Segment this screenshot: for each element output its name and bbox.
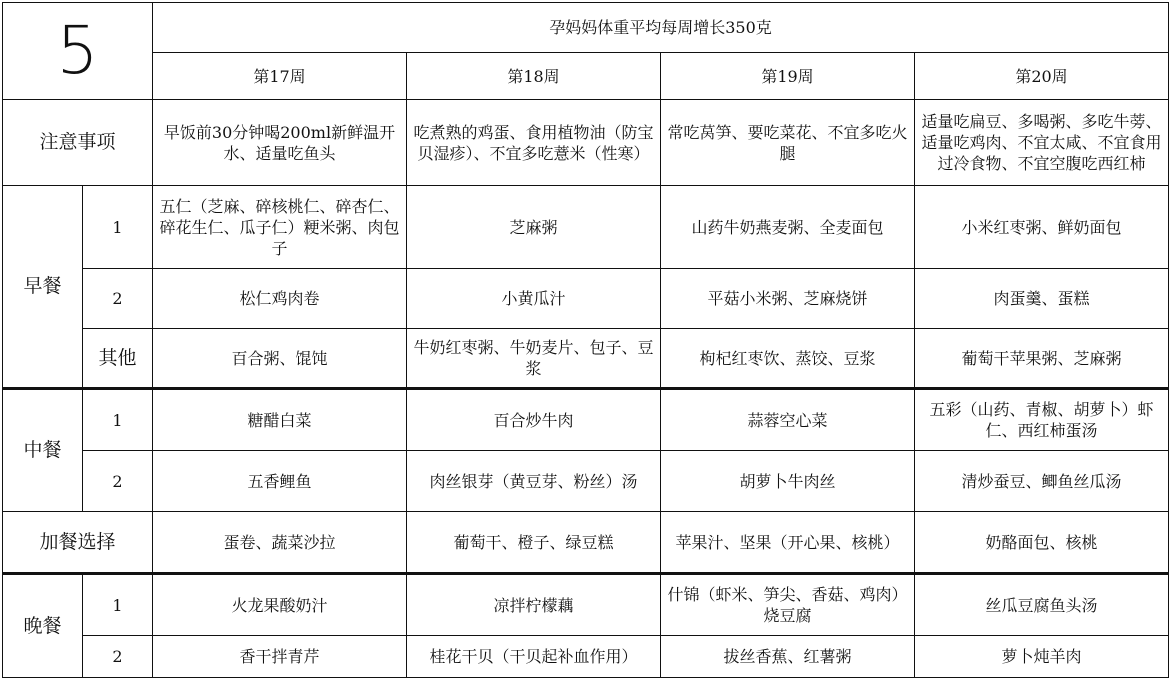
meal-cell: 百合粥、馄饨: [153, 329, 407, 389]
notes-cell: 吃煮熟的鸡蛋、食用植物油（防宝贝湿疹）、不宜多吃薏米（性寒）: [407, 100, 661, 186]
meal-cell: 芝麻粥: [407, 186, 661, 269]
week-header: 第19周: [661, 53, 915, 100]
week-header: 第17周: [153, 53, 407, 100]
notes-cell: 早饭前30分钟喝200ml新鲜温开水、适量吃鱼头: [153, 100, 407, 186]
meal-cell: 百合炒牛肉: [407, 389, 661, 451]
meal-cell: 松仁鸡肉卷: [153, 269, 407, 329]
title-row: [3, 3, 1169, 53]
option-number: 1: [83, 574, 153, 636]
breakfast-label: 早餐: [3, 186, 83, 389]
lunch-row: [3, 389, 1169, 451]
week-number: 5: [3, 3, 153, 100]
meal-cell: 牛奶红枣粥、牛奶麦片、包子、豆浆: [407, 329, 661, 389]
meal-cell: 丝瓜豆腐鱼头汤: [915, 574, 1169, 636]
breakfast-row: [3, 269, 1169, 329]
option-number: 1: [83, 186, 153, 269]
meal-cell: 火龙果酸奶汁: [153, 574, 407, 636]
meal-cell: 山药牛奶燕麦粥、全麦面包: [661, 186, 915, 269]
meal-cell: 蛋卷、蔬菜沙拉: [153, 512, 407, 574]
meal-plan-table: [2, 2, 1169, 678]
meal-cell: 枸杞红枣饮、蒸饺、豆浆: [661, 329, 915, 389]
option-number: 2: [83, 636, 153, 678]
meal-cell: 桂花干贝（干贝起补血作用）: [407, 636, 661, 678]
lunch-label: 中餐: [3, 389, 83, 512]
meal-cell: 葡萄干苹果粥、芝麻粥: [915, 329, 1169, 389]
snack-row: [3, 512, 1169, 574]
dinner-label: 晚餐: [3, 574, 83, 678]
meal-cell: 葡萄干、橙子、绿豆糕: [407, 512, 661, 574]
notes-row: [3, 100, 1169, 186]
meal-cell: 平菇小米粥、芝麻烧饼: [661, 269, 915, 329]
meal-cell: 拔丝香蕉、红薯粥: [661, 636, 915, 678]
breakfast-row: [3, 329, 1169, 389]
meal-cell: 小黄瓜汁: [407, 269, 661, 329]
meal-cell: 奶酪面包、核桃: [915, 512, 1169, 574]
option-number: 1: [83, 389, 153, 451]
meal-cell: 香干拌青芹: [153, 636, 407, 678]
notes-cell: 适量吃扁豆、多喝粥、多吃牛蒡、适量吃鸡肉、不宜太咸、不宜食用过冷食物、不宜空腹吃西红柿: [915, 100, 1169, 186]
week-header: 第20周: [915, 53, 1169, 100]
option-number: 2: [83, 451, 153, 512]
meal-cell: 五香鲤鱼: [153, 451, 407, 512]
meal-cell: 萝卜炖羊肉: [915, 636, 1169, 678]
meal-cell: 五仁（芝麻、碎核桃仁、碎杏仁、碎花生仁、瓜子仁）粳米粥、肉包子: [153, 186, 407, 269]
breakfast-row: [3, 186, 1169, 269]
meal-cell: 凉拌柠檬藕: [407, 574, 661, 636]
meal-cell: 胡萝卜牛肉丝: [661, 451, 915, 512]
option-number: 其他: [83, 329, 153, 389]
week-header: 第18周: [407, 53, 661, 100]
weeks-header-row: [3, 53, 1169, 100]
meal-cell: 蒜蓉空心菜: [661, 389, 915, 451]
dinner-row: [3, 636, 1169, 678]
meal-cell: 五彩（山药、青椒、胡萝卜）虾仁、西红柿蛋汤: [915, 389, 1169, 451]
notes-cell: 常吃莴笋、要吃菜花、不宜多吃火腿: [661, 100, 915, 186]
meal-cell: 苹果汁、坚果（开心果、核桃）: [661, 512, 915, 574]
meal-cell: 什锦（虾米、笋尖、香菇、鸡肉）烧豆腐: [661, 574, 915, 636]
meal-cell: 糖醋白菜: [153, 389, 407, 451]
meal-cell: 肉丝银芽（黄豆芽、粉丝）汤: [407, 451, 661, 512]
notes-label: 注意事项: [3, 100, 153, 186]
meal-cell: 清炒蚕豆、鲫鱼丝瓜汤: [915, 451, 1169, 512]
table-title: 孕妈妈体重平均每周增长350克: [153, 3, 1169, 53]
lunch-row: [3, 451, 1169, 512]
option-number: 2: [83, 269, 153, 329]
meal-cell: 小米红枣粥、鲜奶面包: [915, 186, 1169, 269]
meal-cell: 肉蛋羹、蛋糕: [915, 269, 1169, 329]
snack-label: 加餐选择: [3, 512, 153, 574]
dinner-row: [3, 574, 1169, 636]
